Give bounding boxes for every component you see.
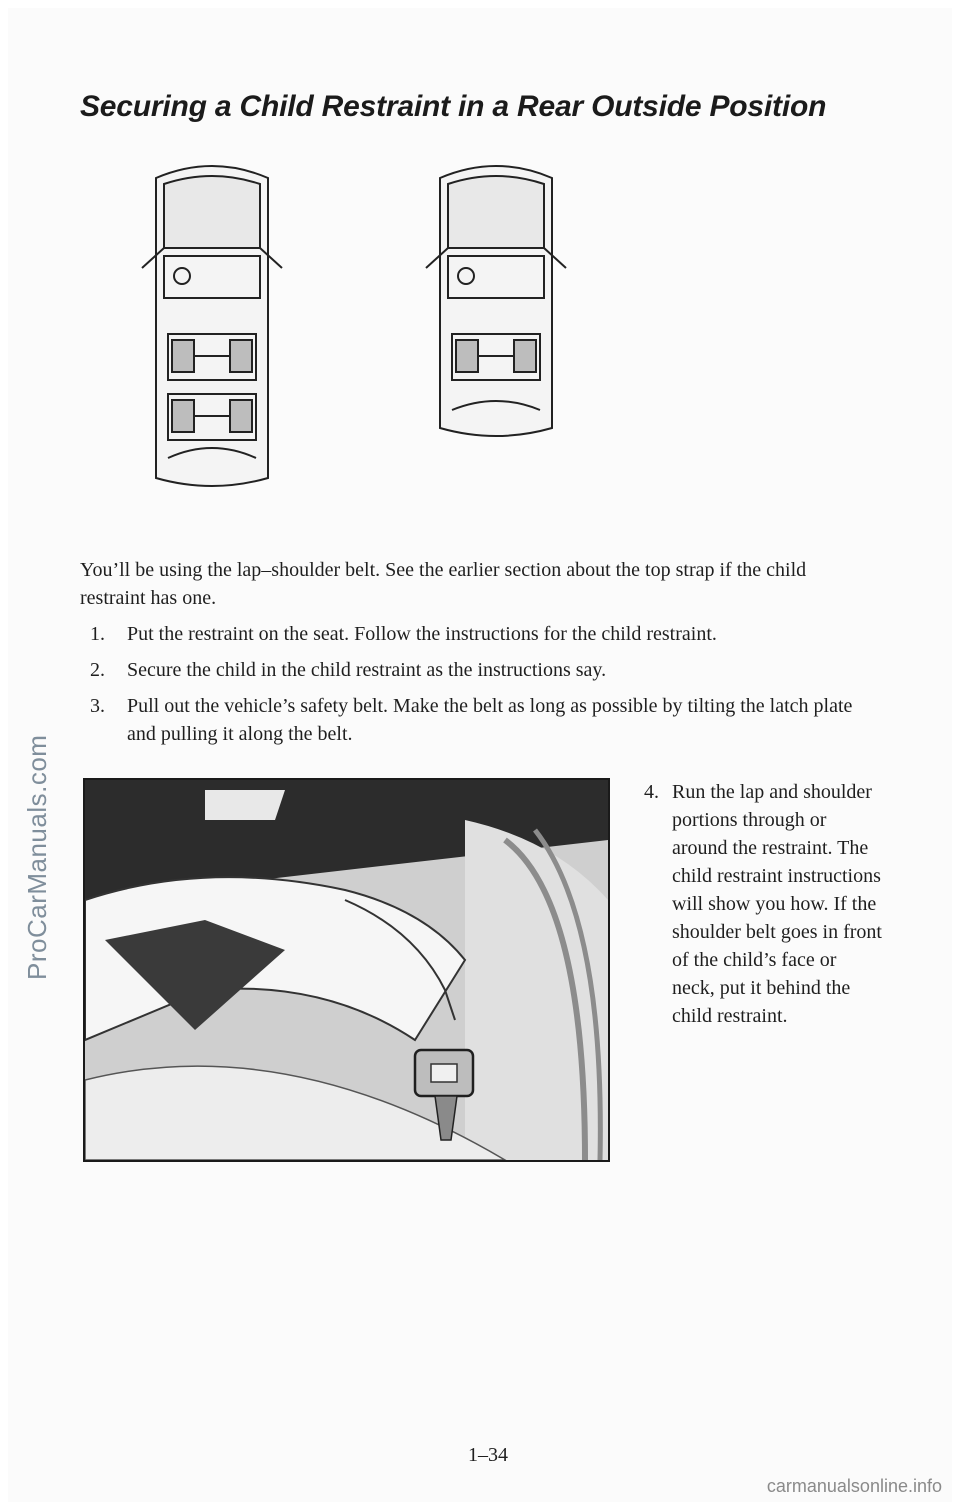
step-number: 1. (90, 623, 105, 645)
step-item (90, 692, 870, 748)
step-text: Put the restraint on the seat. Follow the instructions for the child restraint. (127, 623, 717, 645)
step-number: 2. (90, 659, 105, 681)
vehicle-diagram-two-row (418, 148, 574, 448)
step-item (90, 620, 870, 648)
vehicle-diagram-three-row (134, 148, 290, 500)
intro-text: You’ll be using the lap–shoulder belt. See the earlier section about the top strap if the child restraint has one. (80, 559, 807, 609)
page-title: Securing a Child Restraint in a Rear Outside Position (80, 90, 827, 123)
steps-list (90, 620, 870, 756)
step-text: Secure the child in the child restraint as the instructions say. (127, 659, 607, 681)
watermark-bottom: carmanualsonline.info (766, 1476, 942, 1496)
step-number: 4. (644, 781, 659, 803)
step-text: Pull out the vehicle’s safety belt. Make the belt as long as possible by tilting the latch plate and pulling it along the belt. (127, 695, 853, 745)
step-text: Run the lap and shoulder portions through or around the restraint. The child restraint instructions will show you how. If the shoulder belt goes in front of the child’s face or neck, put it behind the child restraint. (672, 781, 882, 1027)
step-item (90, 656, 870, 684)
belt-photo (83, 778, 610, 1162)
step-number: 3. (90, 695, 105, 717)
manual-page (8, 8, 952, 1502)
watermark-side: ProCarManuals.com (22, 734, 52, 980)
latch-plate-illustration (85, 780, 608, 1160)
page-number: 1–34 (468, 1444, 508, 1466)
step-item-4 (644, 778, 884, 1030)
